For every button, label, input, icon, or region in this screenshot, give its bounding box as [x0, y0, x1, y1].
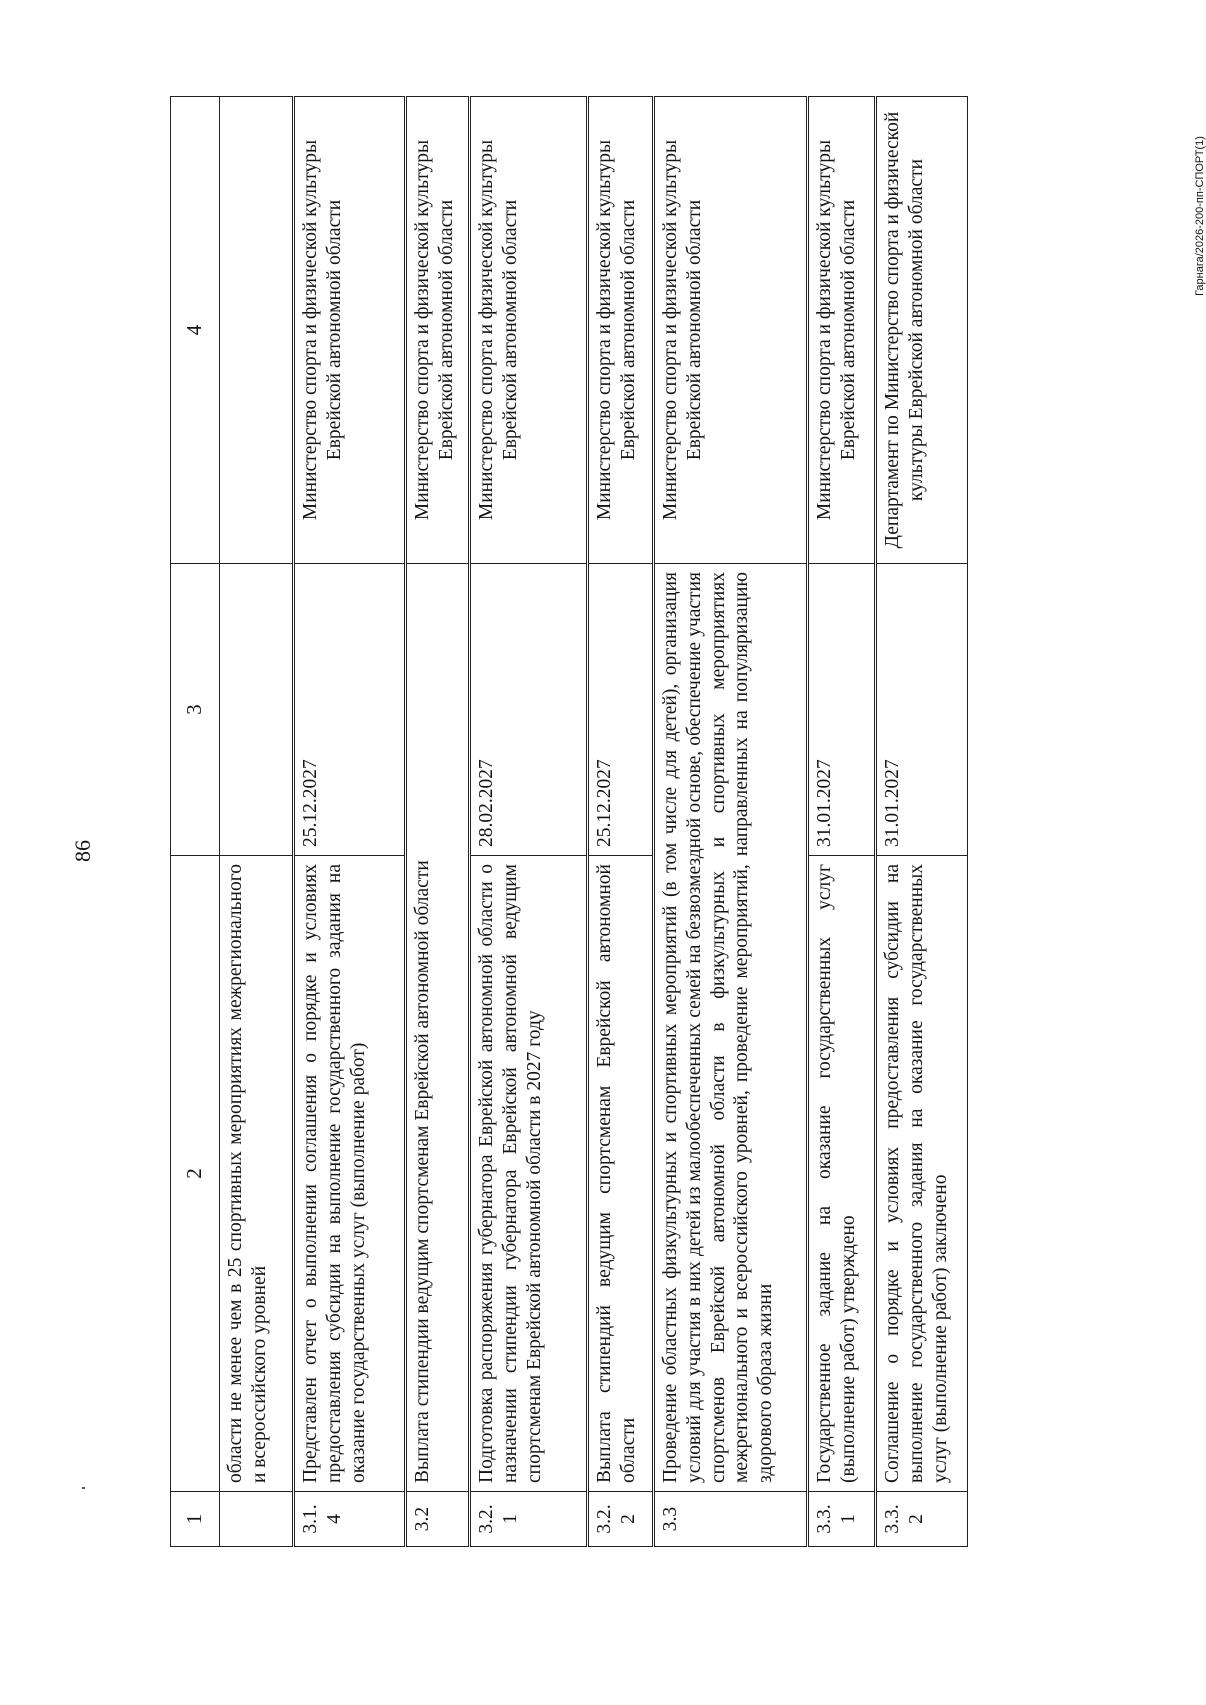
row-description: Представлен отчет о выполнении соглашения о порядке и условиях предоставления субсидии на выполнение государственного задания на оказание государственных услуг (выполнение работ)	[294, 856, 406, 1492]
table-row	[654, 97, 808, 1547]
row-executor: Министерство спорта и физической культуры Еврейской автономной области	[406, 97, 470, 564]
row-description: Государственное задание на оказание государственных услуг (выполнение работ) утверждено	[808, 856, 876, 1492]
row-date	[220, 564, 294, 856]
header-col-1: 1	[171, 1492, 220, 1547]
row-executor: Министерство спорта и физической культуры Еврейской автономной области	[808, 97, 876, 564]
row-executor: Министерство спорта и физической культуры Еврейской автономной области	[654, 97, 808, 564]
row-number: 3.3.1	[808, 1492, 876, 1547]
row-executor	[220, 97, 294, 564]
row-number: 3.3.2	[876, 1492, 968, 1547]
rotated-table-container	[170, 97, 1073, 1547]
row-date: 25.12.2027	[588, 564, 654, 856]
scan-mark	[82, 1487, 85, 1489]
row-executor: Министерство спорта и физической культуры Еврейской автономной области	[588, 97, 654, 564]
row-date: 28.02.2027	[470, 564, 588, 856]
table-row	[876, 97, 968, 1547]
row-number: 3.2.2	[588, 1492, 654, 1547]
plan-table	[170, 96, 968, 1547]
row-number: 3.1.4	[294, 1492, 406, 1547]
row-description: Выплата стипендии ведущим спортсменам Еврейской автономной области	[406, 564, 470, 1492]
row-number	[220, 1492, 294, 1547]
row-description: Подготовка распоряжения губернатора Еврейской автономной области о назначении стипендии губернатора Еврейской автономной ведущим спортсменам Еврейской автономной области в 2027 году	[470, 856, 588, 1492]
row-date: 31.01.2027	[808, 564, 876, 856]
row-description: области не менее чем в 25 спортивных мероприятиях межрегионального и всероссийского уровней	[220, 856, 294, 1492]
header-col-4: 4	[171, 97, 220, 564]
table-row	[220, 97, 294, 1547]
row-date: 25.12.2027	[294, 564, 406, 856]
row-description: Соглашение о порядке и условиях предоставления субсидии на выполнение государственного задания на оказание государственных услуг (выполнение работ) заключено	[876, 856, 968, 1492]
table-row	[406, 97, 470, 1547]
header-col-3: 3	[171, 564, 220, 856]
row-description: Проведение областных физкультурных и спортивных мероприятий (в том числе для детей), организация условий для участия в них детей из малообеспеченных семей на безвозмездной основе, обеспечение участия спортсменов Еврейской автономной области в физкультурных и спортивных мероприятиях межрегионального и всероссийского уровней, проведение мероприятий, направленных на популяризацию здорового образа жизни	[654, 564, 808, 1492]
row-number: 3.2.1	[470, 1492, 588, 1547]
row-executor: Министерство спорта и физической культуры Еврейской автономной области	[470, 97, 588, 564]
row-executor: Департамент по Министерство спорта и физической культуры Еврейской автономной области	[876, 97, 968, 564]
table-row	[808, 97, 876, 1547]
row-description: Выплата стипендий ведущим спортсменам Еврейской автономной области	[588, 856, 654, 1492]
page-number: 86	[70, 840, 95, 862]
table-row	[294, 97, 406, 1547]
header-col-2: 2	[171, 856, 220, 1492]
document-code: Гарнага/2026-200-пп-СПОРТ(1)	[1193, 136, 1206, 296]
table-row	[470, 97, 588, 1547]
row-number: 3.3	[654, 1492, 808, 1547]
row-executor: Министерство спорта и физической культуры Еврейской автономной области	[294, 97, 406, 564]
table-header-row	[171, 97, 220, 1547]
row-date: 31.01.2027	[876, 564, 968, 856]
table-row	[588, 97, 654, 1547]
row-number: 3.2	[406, 1492, 470, 1547]
